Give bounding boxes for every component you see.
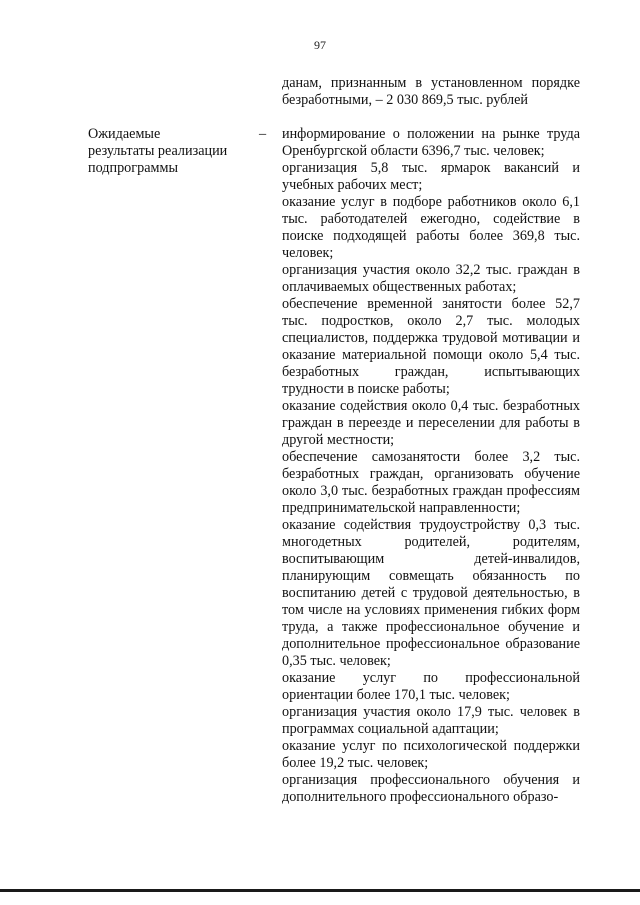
section-label: [88, 126, 258, 177]
results-list: [282, 126, 580, 806]
page-bottom-rule: [0, 889, 640, 892]
list-item: организация профессионального обучения и дополнительного профессионального образо-: [282, 772, 580, 805]
section-label-line: Ожидаемые: [88, 126, 161, 142]
section-label-line: подпрограммы: [88, 160, 178, 176]
list-item: обеспечение временной занятости более 52,7 тыс. подростков, около 2,7 тыс. молодых специалистов, поддержка трудовой мотивации и оказание материальной помощи около 5,4 тыс. безработных граждан, испытывающих трудности в поиске работы;: [282, 296, 580, 397]
list-item: оказание услуг по профессиональной ориентации более 170,1 тыс. человек;: [282, 670, 580, 703]
section-label-line: результаты реализации: [88, 143, 228, 159]
list-item: оказание услуг в подборе работников около 6,1 тыс. работодателей ежегодно, содействие в поиске подходящей работы более 369,8 тыс. человек;: [282, 194, 580, 261]
list-item: обеспечение самозанятости более 3,2 тыс. безработных граждан, организовать обучение около 3,0 тыс. безработных граждан профессиям предпринимательской направленности;: [282, 449, 580, 516]
list-item: информирование о положении на рынке труда Оренбургской области 6396,7 тыс. человек;: [282, 126, 580, 159]
page-number: 97: [314, 38, 326, 52]
list-item: оказание услуг по психологической поддержки более 19,2 тыс. человек;: [282, 738, 580, 771]
list-item: организация 5,8 тыс. ярмарок вакансий и учебных рабочих мест;: [282, 160, 580, 193]
list-item: оказание содействия трудоустройству 0,3 тыс. многодетных родителей, родителям, воспитывающим детей-инвалидов, планирующим совмещать обязанность по воспитанию детей с трудовой деятельностью, в том числе на условиях применения гибких форм труда, а также профессиональное обучение и дополнительное профессиональное образование 0,35 тыс. человек;: [282, 517, 580, 669]
list-item: оказание содействия около 0,4 тыс. безработных граждан в переезде и переселении для работы в другой местности;: [282, 398, 580, 448]
list-item: организация участия около 32,2 тыс. граждан в оплачиваемых общественных работах;: [282, 262, 580, 295]
continuation-text: [282, 75, 580, 109]
continuation-paragraph: данам, признанным в установленном порядке безработными, – 2 030 869,5 тыс. рублей: [282, 75, 580, 108]
dash-separator: –: [259, 126, 267, 142]
list-item: организация участия около 17,9 тыс. человек в программах социальной адаптации;: [282, 704, 580, 737]
